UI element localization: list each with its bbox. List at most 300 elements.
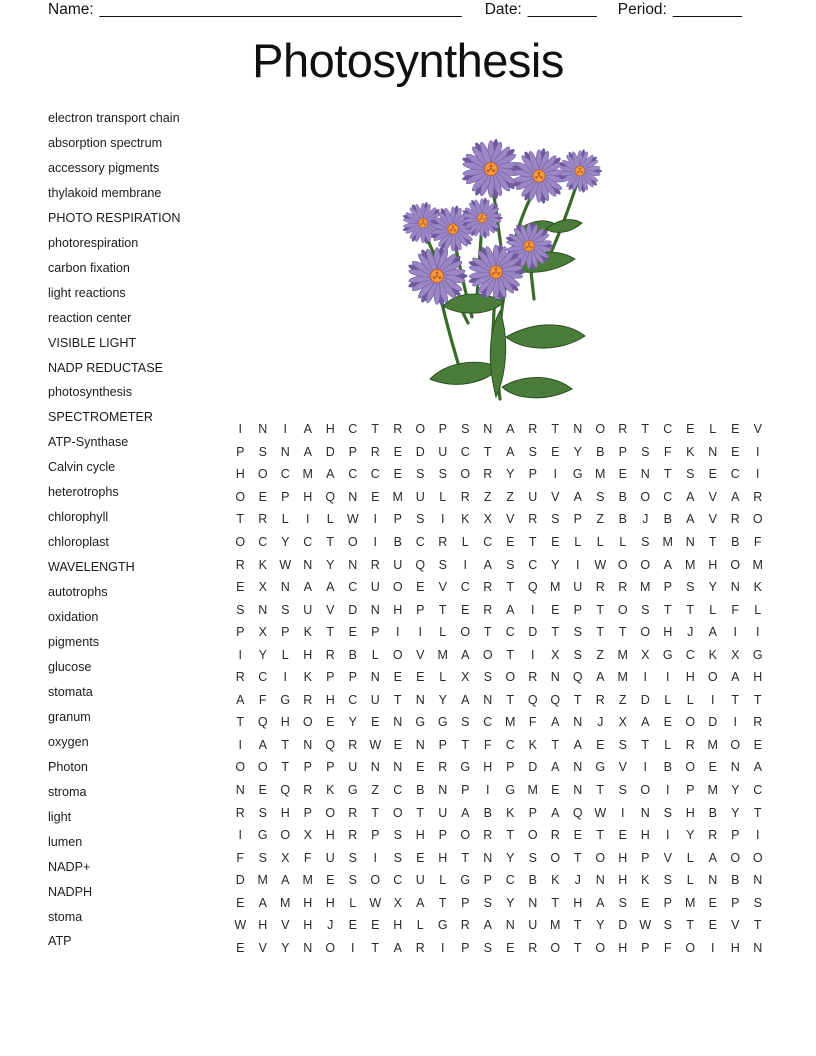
grid-cell: I	[373, 535, 377, 549]
grid-cell: G	[347, 783, 358, 798]
grid-cell: Y	[506, 895, 515, 910]
grid-cell: P	[686, 783, 695, 798]
grid-cell: A	[708, 850, 717, 865]
grid-cell: U	[348, 760, 358, 775]
grid-cell: H	[708, 557, 718, 572]
grid-cell: C	[348, 422, 358, 437]
grid-cell: P	[326, 670, 335, 685]
grid-cell: L	[439, 489, 447, 504]
grid-cell: D	[528, 625, 538, 640]
grid-cell: L	[416, 918, 424, 933]
grid-cell: K	[326, 783, 335, 798]
grid-cell: A	[686, 489, 695, 504]
grid-cell: E	[236, 895, 245, 910]
grid-cell: D	[708, 715, 718, 730]
grid-cell: P	[461, 783, 470, 798]
grid-cell: Y	[506, 850, 515, 865]
grid-cell: S	[461, 422, 470, 437]
word-search-grid	[229, 418, 769, 959]
grid-cell: O	[235, 489, 246, 504]
grid-cell: P	[371, 828, 380, 843]
grid-cell: S	[641, 444, 650, 459]
grid-cell: H	[325, 828, 335, 843]
grid-cell: L	[439, 873, 447, 888]
grid-cell: A	[303, 444, 312, 459]
word-list-item: ATP	[48, 934, 72, 949]
grid-cell: V	[416, 647, 425, 662]
grid-cell: W	[369, 737, 382, 752]
grid-cell: P	[663, 895, 672, 910]
grid-cell: A	[461, 647, 470, 662]
grid-cell: I	[531, 647, 535, 662]
grid-cell: Y	[281, 535, 290, 549]
grid-cell: I	[486, 783, 490, 798]
grid-cell: T	[596, 602, 605, 617]
grid-cell: R	[235, 805, 245, 820]
grid-cell: L	[686, 692, 694, 707]
grid-cell: R	[348, 737, 358, 752]
grid-cell: O	[460, 467, 471, 482]
grid-cell: X	[731, 647, 740, 662]
grid-cell: A	[753, 760, 762, 775]
grid-cell: L	[686, 873, 694, 888]
grid-cell: P	[528, 805, 537, 820]
grid-cell: E	[416, 850, 425, 865]
grid-cell: O	[505, 670, 516, 685]
grid-cell: M	[505, 715, 516, 730]
grid-cell: E	[393, 444, 402, 459]
grid-cell: O	[235, 760, 246, 775]
grid-cell: T	[551, 625, 560, 640]
grid-cell: L	[754, 602, 762, 617]
grid-cell: O	[415, 422, 426, 437]
grid-cell: H	[618, 940, 628, 955]
grid-cell: O	[392, 580, 403, 595]
grid-cell: P	[528, 467, 537, 482]
word-list-item: electron transport chain	[48, 111, 180, 125]
grid-cell: S	[528, 850, 537, 865]
grid-cell: P	[348, 670, 357, 685]
grid-cell: O	[280, 828, 291, 843]
grid-cell: T	[551, 895, 560, 910]
grid-cell: X	[461, 670, 470, 685]
grid-cell: B	[663, 760, 672, 775]
grid-cell: G	[460, 873, 471, 888]
grid-cell: O	[325, 940, 336, 955]
grid-cell: O	[370, 873, 381, 888]
grid-cell: N	[753, 873, 763, 888]
grid-cell: O	[730, 737, 741, 752]
grid-cell: E	[461, 602, 470, 617]
grid-cell: E	[506, 535, 515, 549]
grid-cell: S	[596, 489, 605, 504]
grid-cell: N	[753, 940, 763, 955]
grid-cell: H	[393, 918, 403, 933]
word-list-item: WAVELENGTH	[48, 560, 135, 575]
grid-cell: E	[551, 783, 560, 798]
grid-cell: N	[235, 783, 245, 798]
grid-cell: T	[573, 940, 582, 955]
grid-cell: P	[573, 512, 582, 527]
grid-cell: C	[348, 692, 358, 707]
grid-cell: L	[664, 737, 672, 752]
grid-cell: R	[393, 422, 403, 437]
grid-cell: M	[595, 467, 606, 482]
grid-cell: H	[280, 805, 290, 820]
grid-cell: F	[528, 715, 537, 730]
word-list-item: photorespiration	[48, 235, 139, 250]
grid-cell: H	[303, 895, 313, 910]
grid-cell: I	[396, 625, 400, 640]
grid-cell: E	[236, 580, 245, 595]
grid-cell: K	[641, 873, 650, 888]
grid-cell: C	[730, 467, 740, 482]
grid-cell: R	[528, 512, 538, 527]
grid-cell: P	[641, 850, 650, 865]
grid-cell: S	[528, 444, 537, 459]
grid-cell: Q	[572, 805, 583, 820]
grid-cell: C	[393, 873, 403, 888]
grid-cell: M	[617, 670, 628, 685]
grid-cell: N	[348, 557, 358, 572]
grid-cell: E	[393, 737, 402, 752]
grid-cell: O	[550, 850, 561, 865]
grid-cell: S	[236, 602, 245, 617]
grid-cell: P	[281, 625, 290, 640]
date-blank-line: ________	[527, 1, 597, 18]
grid-cell: K	[506, 805, 515, 820]
grid-cell: H	[303, 489, 313, 504]
grid-cell: X	[618, 715, 627, 730]
grid-cell: A	[596, 895, 605, 910]
grid-cell: T	[731, 692, 740, 707]
grid-cell: Y	[731, 783, 740, 798]
grid-cell: H	[618, 873, 628, 888]
word-list-item: stomata	[48, 684, 93, 699]
grid-cell: M	[392, 489, 403, 504]
grid-cell: H	[663, 625, 673, 640]
grid-cell: T	[753, 805, 762, 820]
grid-cell: S	[663, 873, 672, 888]
grid-cell: O	[347, 535, 358, 549]
grid-cell: Z	[371, 783, 380, 798]
grid-cell: G	[437, 715, 448, 730]
grid-cell: W	[346, 512, 359, 527]
grid-cell: K	[303, 625, 312, 640]
grid-cell: X	[551, 647, 560, 662]
grid-cell: P	[506, 760, 515, 775]
grid-cell: U	[438, 805, 448, 820]
grid-cell: A	[326, 580, 335, 595]
grid-cell: A	[506, 602, 515, 617]
grid-cell: D	[325, 444, 335, 459]
grid-cell: E	[371, 715, 380, 730]
grid-cell: R	[618, 580, 628, 595]
word-list-item: absorption spectrum	[48, 135, 163, 150]
grid-cell: E	[708, 895, 717, 910]
grid-cell: B	[348, 647, 357, 662]
grid-cell: N	[685, 535, 695, 549]
grid-cell: R	[370, 557, 380, 572]
grid-cell: O	[257, 467, 268, 482]
grid-cell: N	[280, 580, 290, 595]
grid-cell: F	[753, 535, 762, 549]
grid-cell: I	[733, 715, 737, 730]
grid-cell: D	[348, 602, 358, 617]
grid-cell: P	[731, 828, 740, 843]
grid-cell: S	[506, 557, 515, 572]
grid-cell: M	[685, 895, 696, 910]
grid-cell: E	[258, 489, 267, 504]
word-list-item: ATP-Synthase	[48, 435, 129, 450]
grid-cell: I	[531, 602, 535, 617]
grid-cell: R	[235, 557, 245, 572]
grid-cell: Q	[325, 489, 336, 504]
grid-cell: M	[662, 535, 673, 549]
grid-cell: O	[595, 940, 606, 955]
grid-cell: E	[551, 535, 560, 549]
grid-cell: S	[393, 850, 402, 865]
grid-cell: X	[281, 850, 290, 865]
grid-cell: D	[640, 692, 650, 707]
grid-cell: R	[235, 670, 245, 685]
grid-cell: L	[439, 670, 447, 685]
grid-cell: T	[438, 895, 447, 910]
grid-cell: M	[707, 783, 718, 798]
grid-cell: S	[416, 512, 425, 527]
grid-cell: O	[595, 422, 606, 437]
grid-cell: O	[730, 850, 741, 865]
grid-cell: N	[438, 783, 448, 798]
grid-cell: S	[663, 918, 672, 933]
grid-cell: W	[639, 918, 652, 933]
period-label: Period:	[617, 1, 667, 18]
grid-cell: K	[528, 737, 537, 752]
grid-cell: E	[641, 895, 650, 910]
grid-cell: L	[619, 535, 627, 549]
grid-cell: P	[371, 625, 380, 640]
word-list-item: heterotrophs	[48, 485, 119, 500]
period-blank-line: ________	[672, 1, 742, 18]
word-list-item: reaction center	[48, 310, 132, 325]
grid-cell: P	[236, 625, 245, 640]
grid-cell: O	[460, 625, 471, 640]
grid-cell: X	[258, 625, 267, 640]
grid-cell: J	[574, 873, 581, 888]
grid-cell: L	[709, 602, 717, 617]
grid-cell: W	[594, 557, 607, 572]
grid-cell: V	[731, 918, 740, 933]
grid-cell: R	[348, 805, 358, 820]
word-list-item: lumen	[48, 834, 83, 849]
grid-cell: N	[730, 760, 740, 775]
flower-illustration	[396, 131, 611, 403]
grid-cell: Q	[325, 737, 336, 752]
grid-cell: P	[393, 512, 402, 527]
grid-cell: B	[416, 783, 425, 798]
grid-cell: C	[258, 535, 268, 549]
grid-cell: L	[709, 422, 717, 437]
grid-cell: H	[258, 918, 268, 933]
grid-cell: P	[663, 580, 672, 595]
grid-cell: S	[753, 895, 762, 910]
grid-cell: N	[730, 580, 740, 595]
grid-cell: N	[280, 444, 290, 459]
grid-cell: T	[686, 918, 695, 933]
grid-cell: F	[303, 850, 312, 865]
grid-cell: T	[551, 422, 560, 437]
grid-cell: E	[393, 467, 402, 482]
grid-cell: N	[370, 670, 380, 685]
grid-cell: C	[505, 737, 515, 752]
grid-cell: C	[303, 535, 313, 549]
grid-cell: J	[597, 715, 604, 730]
grid-cell: Y	[326, 557, 335, 572]
grid-cell: I	[238, 737, 242, 752]
grid-cell: U	[528, 918, 538, 933]
grid-cell: E	[731, 422, 740, 437]
grid-cell: I	[553, 467, 557, 482]
grid-cell: P	[573, 602, 582, 617]
grid-cell: L	[574, 535, 582, 549]
grid-cell: A	[731, 489, 740, 504]
grid-cell: I	[238, 422, 242, 437]
grid-cell: B	[596, 444, 605, 459]
grid-cell: P	[731, 895, 740, 910]
grid-cell: W	[279, 557, 292, 572]
grid-cell: E	[348, 918, 357, 933]
grid-cell: H	[280, 715, 290, 730]
grid-cell: K	[686, 444, 695, 459]
grid-cell: N	[348, 489, 358, 504]
grid-cell: U	[303, 602, 313, 617]
grid-cell: T	[528, 535, 537, 549]
grid-cell: U	[370, 692, 380, 707]
grid-cell: V	[281, 918, 290, 933]
grid-cell: S	[393, 828, 402, 843]
grid-cell: Q	[415, 557, 426, 572]
grid-cell: E	[618, 467, 627, 482]
grid-cell: N	[573, 760, 583, 775]
grid-cell: U	[325, 850, 335, 865]
grid-cell: R	[708, 828, 718, 843]
grid-cell: T	[461, 737, 470, 752]
grid-cell: Z	[596, 512, 605, 527]
grid-cell: I	[441, 940, 445, 955]
grid-cell: A	[461, 805, 470, 820]
grid-cell: Q	[527, 692, 538, 707]
grid-cell: S	[641, 602, 650, 617]
grid-cell: O	[392, 805, 403, 820]
grid-cell: R	[460, 489, 470, 504]
grid-cell: Y	[731, 805, 740, 820]
grid-cell: L	[664, 692, 672, 707]
grid-cell: H	[325, 895, 335, 910]
grid-cell: I	[441, 512, 445, 527]
word-list-item: light reactions	[48, 285, 126, 300]
grid-cell: Y	[348, 715, 357, 730]
grid-cell: A	[731, 670, 740, 685]
grid-cell: A	[326, 467, 335, 482]
grid-cell: G	[280, 692, 291, 707]
grid-cell: M	[550, 580, 561, 595]
grid-cell: L	[281, 512, 289, 527]
grid-cell: B	[528, 873, 537, 888]
word-list-item: chlorophyll	[48, 510, 109, 525]
grid-cell: T	[506, 828, 515, 843]
grid-cell: E	[371, 918, 380, 933]
grid-cell: R	[483, 580, 493, 595]
grid-cell: O	[257, 760, 268, 775]
grid-cell: E	[326, 715, 335, 730]
grid-cell: O	[640, 489, 651, 504]
grid-cell: R	[303, 783, 313, 798]
grid-cell: V	[438, 580, 447, 595]
grid-cell: C	[528, 557, 538, 572]
grid-cell: Q	[257, 715, 268, 730]
grid-cell: Y	[596, 918, 605, 933]
grid-cell: X	[393, 895, 402, 910]
grid-cell: O	[325, 805, 336, 820]
grid-cell: K	[303, 670, 312, 685]
grid-cell: M	[302, 873, 313, 888]
grid-cell: N	[640, 467, 650, 482]
grid-cell: T	[236, 715, 245, 730]
grid-cell: E	[753, 737, 762, 752]
grid-cell: C	[685, 647, 695, 662]
grid-cell: R	[438, 535, 448, 549]
grid-cell: M	[527, 783, 538, 798]
grid-cell: G	[595, 760, 606, 775]
grid-cell: I	[283, 670, 287, 685]
page-title: Photosynthesis	[252, 34, 564, 87]
word-list-item: stroma	[48, 784, 87, 799]
word-list-item: light	[48, 809, 72, 824]
grid-cell: I	[756, 444, 760, 459]
grid-cell: T	[596, 828, 605, 843]
grid-cell: O	[550, 940, 561, 955]
grid-cell: X	[483, 512, 492, 527]
grid-cell: E	[686, 422, 695, 437]
grid-cell: L	[686, 850, 694, 865]
grid-cell: I	[351, 940, 355, 955]
grid-cell: T	[618, 625, 627, 640]
grid-cell: T	[506, 692, 515, 707]
grid-cell: B	[708, 805, 717, 820]
grid-cell: P	[438, 737, 447, 752]
grid-cell: R	[550, 828, 560, 843]
grid-cell: C	[460, 580, 470, 595]
grid-cell: U	[370, 580, 380, 595]
grid-cell: R	[595, 692, 605, 707]
grid-cell: T	[483, 625, 492, 640]
grid-cell: E	[258, 783, 267, 798]
grid-cell: A	[551, 715, 560, 730]
grid-cell: P	[618, 444, 627, 459]
grid-cell: N	[640, 805, 650, 820]
grid-cell: N	[573, 422, 583, 437]
grid-cell: T	[371, 940, 380, 955]
grid-cell: N	[303, 940, 313, 955]
grid-cell: V	[326, 602, 335, 617]
grid-cell: K	[461, 512, 470, 527]
grid-cell: X	[303, 828, 312, 843]
grid-cell: E	[663, 715, 672, 730]
grid-cell: J	[642, 512, 649, 527]
word-list-item: autotrophs	[48, 585, 108, 600]
grid-cell: I	[576, 557, 580, 572]
word-list-item: NADP+	[48, 859, 91, 874]
